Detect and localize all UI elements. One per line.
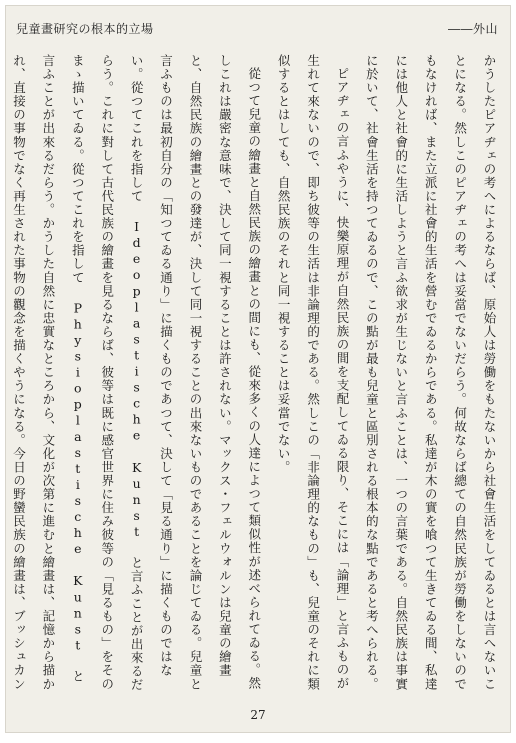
body-text xyxy=(11,54,504,694)
paragraph: ピアヂェの言ふやうに、快樂原理が自然民族の間を支配してゐる限り、そこには「論理」と言ふものが生れて來ないので、即ち彼等の生活は非論理的である。然しこの「非論理的なもの」も、兒童のそれに類似するとはしても、自然民族のそれと同一視することは妥當でない。 xyxy=(276,54,350,691)
paragraph: かうしたピアヂェの考へによるならば、原始人は勞働をもたないから社會生活をしてゐるとは言へないことになる。然しこのピアヂェの考へは妥當でないだらう。何故ならば總ての自然民族が勞働をしないのでもなければ、また立派に社會的生活を營むでゐるからである。私達が木の實を喰つて生きてゐる間、私達には他人と社會的に生活しようと言ふ欲求が生じないと言ふことは、一つの言葉である。自然民族は事實に於いて、社會生活を持つてゐるので、この點が最も兒童と區別される根本的な點であると考へられる。 xyxy=(364,54,497,691)
page-number: 27 xyxy=(250,708,266,722)
running-head-book-title: 兒童畫研究の根本的立場 xyxy=(16,22,154,36)
running-head-chapter-title: ――外山 xyxy=(447,22,498,36)
book-page xyxy=(5,5,511,733)
running-head xyxy=(6,20,510,38)
paragraph: 從つて兒童の繪畫と自然民族の繪畫との間にも、從來多くの人達によつて類似性が述べられてゐる。然しこれは嚴密な意味で、決して同一視することは許されない。マックス・フェルウォルンは兒童の繪畫と、自然民族の繪畫との發達が、決して同一視することの出來ないものであることを論じてゐる。兒童と言ふものは最初自分の「知つてゐる通り」に描くものであつて、決して「見る通り」に描くものではない。從つてこれを指して Ideoplastische Kunst と言ふことが出來るだらう。これに對して古代民族の繪畫を見るならば、彼等は既に感官世界に住み彼等の「見るもの」をそのまゝ描いてゐる。從つてこれを指して Physioplastische Kunst と言ふことが出來るだらう。かうした自然に忠實なところから、文化が次第に進むと繪畫は、記憶から描かれ、直接の事物でなく再生された事物の觀念を描くやうになる。今日の野蠻民族の繪畫は、ブッシュカン xyxy=(11,54,262,692)
